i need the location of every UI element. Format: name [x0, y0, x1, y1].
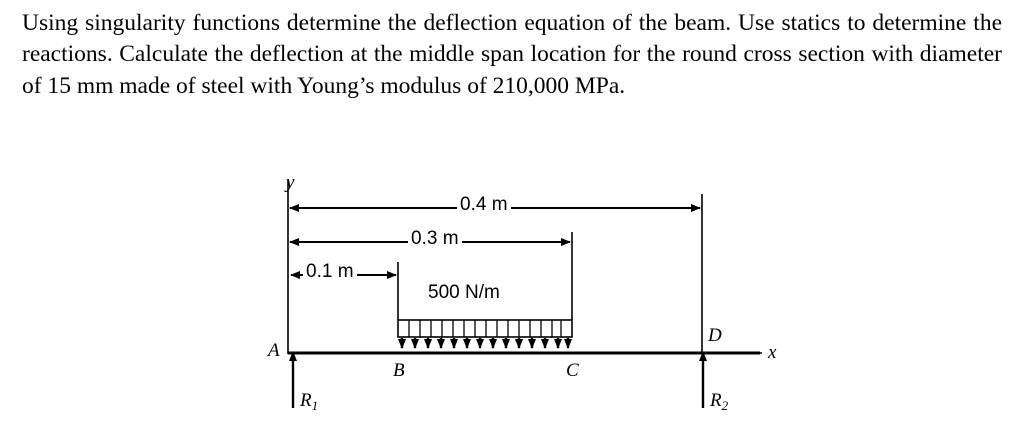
reaction-label-r1-subscript: 1 — [311, 398, 319, 414]
reaction-label-r1 — [300, 390, 318, 414]
point-label-c: C — [566, 360, 579, 381]
beam-diagram-svg — [0, 162, 1024, 446]
dimension-label-0-3m: 0.3 m — [408, 228, 462, 250]
distributed-load-arrows — [402, 338, 568, 348]
reaction-label-r1-symbol: R — [300, 390, 312, 411]
axis-label-x: x — [768, 342, 777, 363]
reaction-label-r2-symbol: R — [710, 390, 722, 411]
point-label-d: D — [708, 325, 722, 346]
reaction-label-r2 — [710, 390, 728, 414]
dimension-label-0-4m: 0.4 m — [457, 194, 511, 216]
point-label-b: B — [393, 360, 405, 381]
distributed-load-box — [398, 320, 572, 337]
reaction-label-r2-subscript: 2 — [721, 398, 729, 414]
axis-label-y: y — [286, 172, 295, 193]
distributed-load-hatch — [409, 320, 561, 337]
dimension-label-0-1m: 0.1 m — [303, 261, 357, 283]
beam-diagram — [0, 162, 1024, 446]
load-magnitude-label: 500 N/m — [428, 282, 500, 303]
point-label-a: A — [268, 340, 280, 361]
problem-statement: Using singularity functions determine the deflection equation of the beam. Use statics to determine the reactions. Calculate the deflection at the middle span location for the round cross section with diameter of 15 mm made of steel with Young’s modulus of 210,000 MPa. — [22, 10, 1002, 99]
